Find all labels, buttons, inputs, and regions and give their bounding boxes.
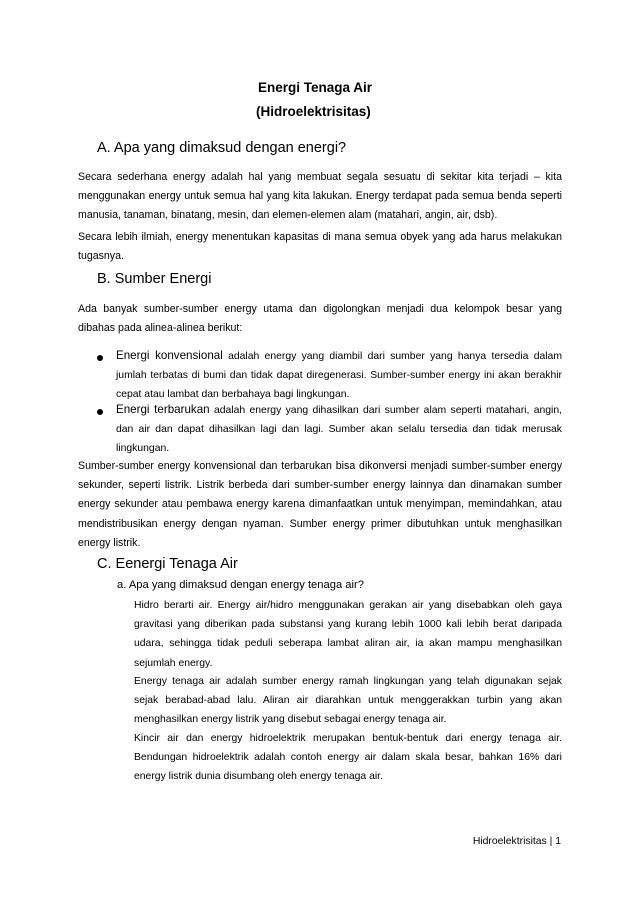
section-c-subheading-a: a. Apa yang dimaksud dengan energy tenaga air? <box>117 579 364 591</box>
section-c-heading: C. Eenergi Tenaga Air <box>97 556 238 572</box>
bullet-text: adalah energy yang diambil dari sumber yang hanya tersedia dalam jumlah terbatas di bumi dan tidak dapat diregenerasi. Sumber-sumber energy ini akan berakhir cepat atau lambat dan berbahaya bagi lingkungan. <box>116 351 562 401</box>
section-c-paragraph-2: Energy tenaga air adalah sumber energy ramah lingkungan yang telah digunakan sejak sejak berabad-abad lalu. Aliran air diarahkan untuk menggerakkan turbin yang akan menghasilkan energy listrik yang disebut sebagai energy tenaga air. <box>134 676 562 726</box>
bullet-text: adalah energy yang dihasilkan dari sumber alam seperti matahari, angin, dan air dan dapat dihasilkan lagi dan lagi. Sumber akan selalu tersedia dan tidak merusak lingkungan. <box>116 405 563 455</box>
bullet-term: Energi terbarukan <box>116 403 210 416</box>
section-c-paragraph-3: Kincir air dan energy hidroelektrik merupakan bentuk-bentuk dari energy tenaga air. Bendungan hidroelektrik adalah contoh energy air dalam skala besar, bahkan 16% dari energy listrik dunia disumbang oleh energy tenaga air. <box>134 733 562 783</box>
section-a-paragraph-1: Secara sederhana energy adalah hal yang membuat segala sesuatu di sekitar kita terjadi – kita menggunakan energy untuk semua hal yang kita lakukan. Energy terdapat pada semua benda seperti manusia, tanaman, binatang, mesin, dan elemen-elemen alam (matahari, angin, air, dsb). <box>78 171 562 222</box>
bullet-item-konvensional <box>116 346 562 405</box>
bullet-term: Energi konvensional <box>116 349 223 362</box>
bullet-dot-icon <box>97 409 103 415</box>
section-a-paragraph-2: Secara lebih ilmiah, energy menentukan kapasitas di mana semua obyek yang ada harus melakukan tugasnya. <box>78 231 562 263</box>
title-line-1: Energi Tenaga Air <box>258 80 373 95</box>
title-line-2: (Hidroelektrisitas) <box>256 104 371 119</box>
page-footer: Hidroelektrisitas | 1 <box>472 836 561 847</box>
section-a-heading: A. Apa yang dimaksud dengan energi? <box>97 140 347 156</box>
section-b-paragraph-1: Ada banyak sumber-sumber energy utama dan digolongkan menjadi dua kelompok besar yang dibahas pada alinea-alinea berikut: <box>78 303 562 335</box>
bullet-dot-icon <box>97 355 103 361</box>
section-c-paragraph-1: Hidro berarti air. Energy air/hidro menggunakan gerakan air yang disebabkan oleh gaya gravitasi yang diberikan pada substansi yang kurang lebih 1000 kali lebih berat daripada udara, sehingga tidak peduli seberapa lambat aliran air, ia akan mampu menghasilkan sejumlah energy. <box>134 600 562 669</box>
section-b-paragraph-2: Sumber-sumber energy konvensional dan terbarukan bisa dikonversi menjadi sumber-sumber energy sekunder, seperti listrik. Listrik berbeda dari sumber-sumber energy lainnya dan dinamakan sumber energy sekunder atau pembawa energy karena dimanfaatkan untuk menyimpan, memindahkan, atau mendistribusikan energy dengan nyaman. Sumber energy primer dibutuhkan untuk menghasilkan energy listrik. <box>78 460 562 549</box>
section-b-heading: B. Sumber Energi <box>97 271 212 287</box>
bullet-item-terbarukan <box>116 400 562 459</box>
